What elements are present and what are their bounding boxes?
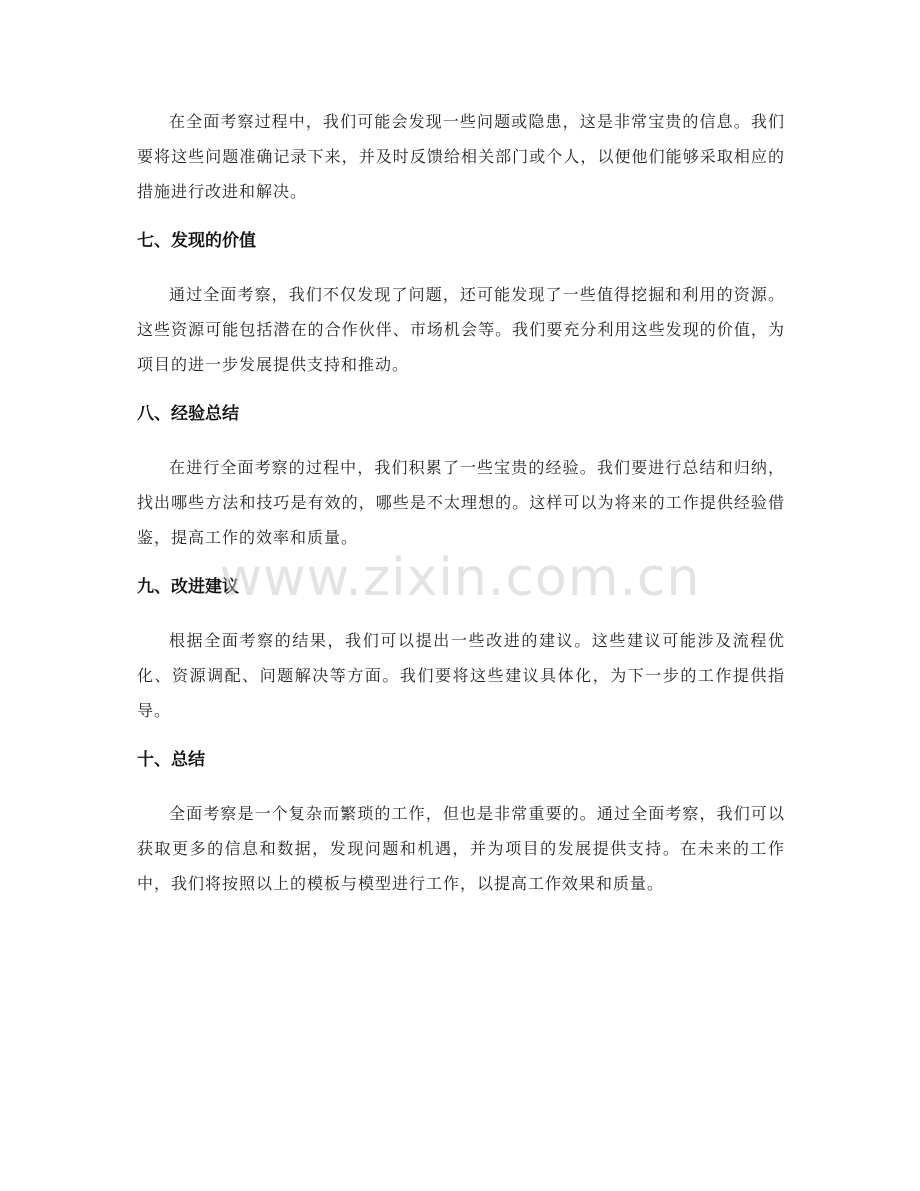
spacer xyxy=(137,209,785,229)
section-heading-8: 八、经验总结 xyxy=(137,404,239,424)
section-body-8: 在进行全面考察的过程中，我们积累了一些宝贵的经验。我们要进行总结和归纳，找出哪些方法和技巧是有效的，哪些是不太理想的。这样可以为将来的工作提供经验借鉴，提高工作的效率和质量。 xyxy=(137,458,785,547)
section-heading-9: 九、改进建议 xyxy=(137,577,239,597)
section-body-10: 全面考察是一个复杂而繁琐的工作，但也是非常重要的。通过全面考察，我们可以获取更多的信息和数据，发现问题和机遇，并为项目的发展提供支持。在未来的工作中，我们将按照以上的模板与模型进行工作，以提高工作效果和质量。 xyxy=(137,804,785,893)
spacer xyxy=(137,426,785,450)
spacer xyxy=(137,728,785,748)
section-body-9: 根据全面考察的结果，我们可以提出一些改进的建议。这些建议可能涉及流程优化、资源调配、问题解决等方面。我们要将这些建议具体化，为下一步的工作提供指导。 xyxy=(137,631,785,720)
spacer xyxy=(137,253,785,277)
section-heading-10: 十、总结 xyxy=(137,750,205,770)
watermark-text: www.zixin.com.cn xyxy=(219,548,701,608)
section-body-7: 通过全面考察，我们不仅发现了问题，还可能发现了一些值得挖掘和利用的资源。这些资源可能包括潜在的合作伙伴、市场机会等。我们要充分利用这些发现的价值，为项目的进一步发展提供支持和推动。 xyxy=(137,285,785,374)
paragraph-intro: 在全面考察过程中，我们可能会发现一些问题或隐患，这是非常宝贵的信息。我们要将这些问题准确记录下来，并及时反馈给相关部门或个人，以便他们能够采取相应的措施进行改进和解决。 xyxy=(137,112,785,201)
document-body xyxy=(137,104,785,901)
spacer xyxy=(137,599,785,623)
spacer xyxy=(137,772,785,796)
spacer xyxy=(137,555,785,575)
section-heading-7: 七、发现的价值 xyxy=(137,231,256,251)
spacer xyxy=(137,382,785,402)
